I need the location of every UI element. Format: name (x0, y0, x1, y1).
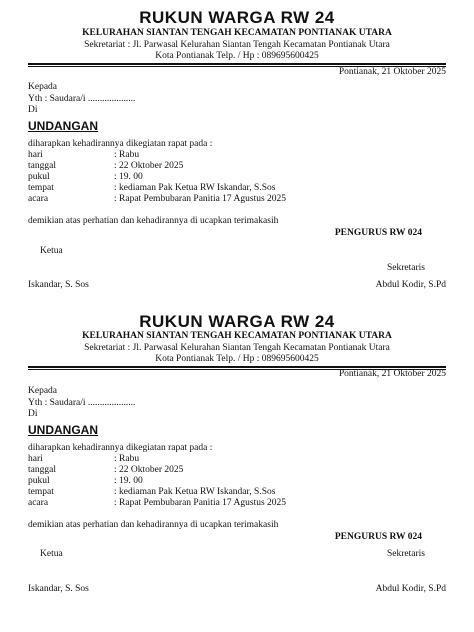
detail-label: hari (28, 454, 43, 464)
letterhead-address: Sekretariat : Jl. Parwasal Kelurahan Siantan Tengah Kecamatan Pontianak Utara (84, 343, 390, 353)
letter-signoff: PENGURUS RW 024 (334, 532, 422, 542)
detail-label: pukul (28, 476, 50, 486)
recipient-yth: Yth : Saudara/i .................... (28, 398, 136, 408)
recipient-kepada: Kepada (28, 386, 58, 396)
letter-closing: demikian atas perhatian dan kehadirannya di ucapkan terimakasih (28, 216, 279, 226)
detail-label: acara (28, 194, 49, 204)
detail-value: : 19. 00 (114, 172, 143, 182)
detail-label: hari (28, 150, 43, 160)
role-ketua: Ketua (40, 549, 63, 559)
letterhead-rule (28, 366, 446, 368)
name-ketua: Iskandar, S. Sos (28, 584, 89, 594)
detail-label: acara (28, 498, 49, 508)
letterhead-contact: Kota Pontianak Telp. / Hp : 089695600425 (155, 51, 319, 61)
recipient-kepada: Kepada (28, 82, 58, 92)
recipient-di: Di (28, 105, 38, 115)
letterhead-title: RUKUN WARGA RW 24 (139, 312, 335, 331)
role-ketua: Ketua (40, 246, 63, 256)
letter-intro: diharapkan kehadirannya dikegiatan rapat pada : (28, 443, 213, 453)
detail-value: : Rabu (114, 150, 140, 160)
role-sekretaris: Sekretaris (387, 263, 425, 273)
detail-label: pukul (28, 172, 50, 182)
letterhead-contact: Kota Pontianak Telp. / Hp : 089695600425 (155, 354, 319, 364)
letter-date: Pontianak, 21 Oktober 2025 (338, 67, 446, 77)
role-sekretaris: Sekretaris (387, 549, 425, 559)
letter-signoff: PENGURUS RW 024 (334, 228, 422, 238)
detail-value: : Rabu (114, 454, 140, 464)
name-sekretaris: Abdul Kodir, S.Pd (375, 280, 446, 290)
detail-label: tempat (28, 183, 54, 193)
letter-heading: UNDANGAN (28, 423, 98, 437)
letterhead-org: KELURAHAN SIANTAN TENGAH KECAMATAN PONTIANAK UTARA (82, 28, 392, 38)
letterhead-address: Sekretariat : Jl. Parwasal Kelurahan Siantan Tengah Kecamatan Pontianak Utara (84, 40, 390, 50)
detail-label: tanggal (28, 161, 56, 171)
detail-value: : Rapat Pembubaran Panitia 17 Agustus 2025 (114, 194, 287, 204)
letter-intro: diharapkan kehadirannya dikegiatan rapat pada : (28, 139, 213, 149)
letter-closing: demikian atas perhatian dan kehadirannya di ucapkan terimakasih (28, 520, 279, 530)
name-ketua: Iskandar, S. Sos (28, 280, 89, 290)
detail-value: : 22 Oktober 2025 (114, 465, 184, 475)
detail-label: tanggal (28, 465, 56, 475)
detail-value: : Rapat Pembubaran Panitia 17 Agustus 2025 (114, 498, 287, 508)
detail-value: : kediaman Pak Ketua RW Iskandar, S.Sos (114, 487, 276, 497)
detail-value: : kediaman Pak Ketua RW Iskandar, S.Sos (114, 183, 276, 193)
detail-label: tempat (28, 487, 54, 497)
recipient-di: Di (28, 409, 38, 419)
letter-heading: UNDANGAN (28, 119, 98, 133)
letterhead-org: KELURAHAN SIANTAN TENGAH KECAMATAN PONTIANAK UTARA (82, 331, 392, 341)
letterhead-title: RUKUN WARGA RW 24 (139, 8, 335, 27)
letterhead-rule (28, 63, 446, 65)
recipient-yth: Yth : Saudara/i .................... (28, 94, 136, 104)
letter-date: Pontianak, 21 Oktober 2025 (338, 369, 446, 379)
name-sekretaris: Abdul Kodir, S.Pd (375, 584, 446, 594)
detail-value: : 19. 00 (114, 476, 143, 486)
detail-value: : 22 Oktober 2025 (114, 161, 184, 171)
